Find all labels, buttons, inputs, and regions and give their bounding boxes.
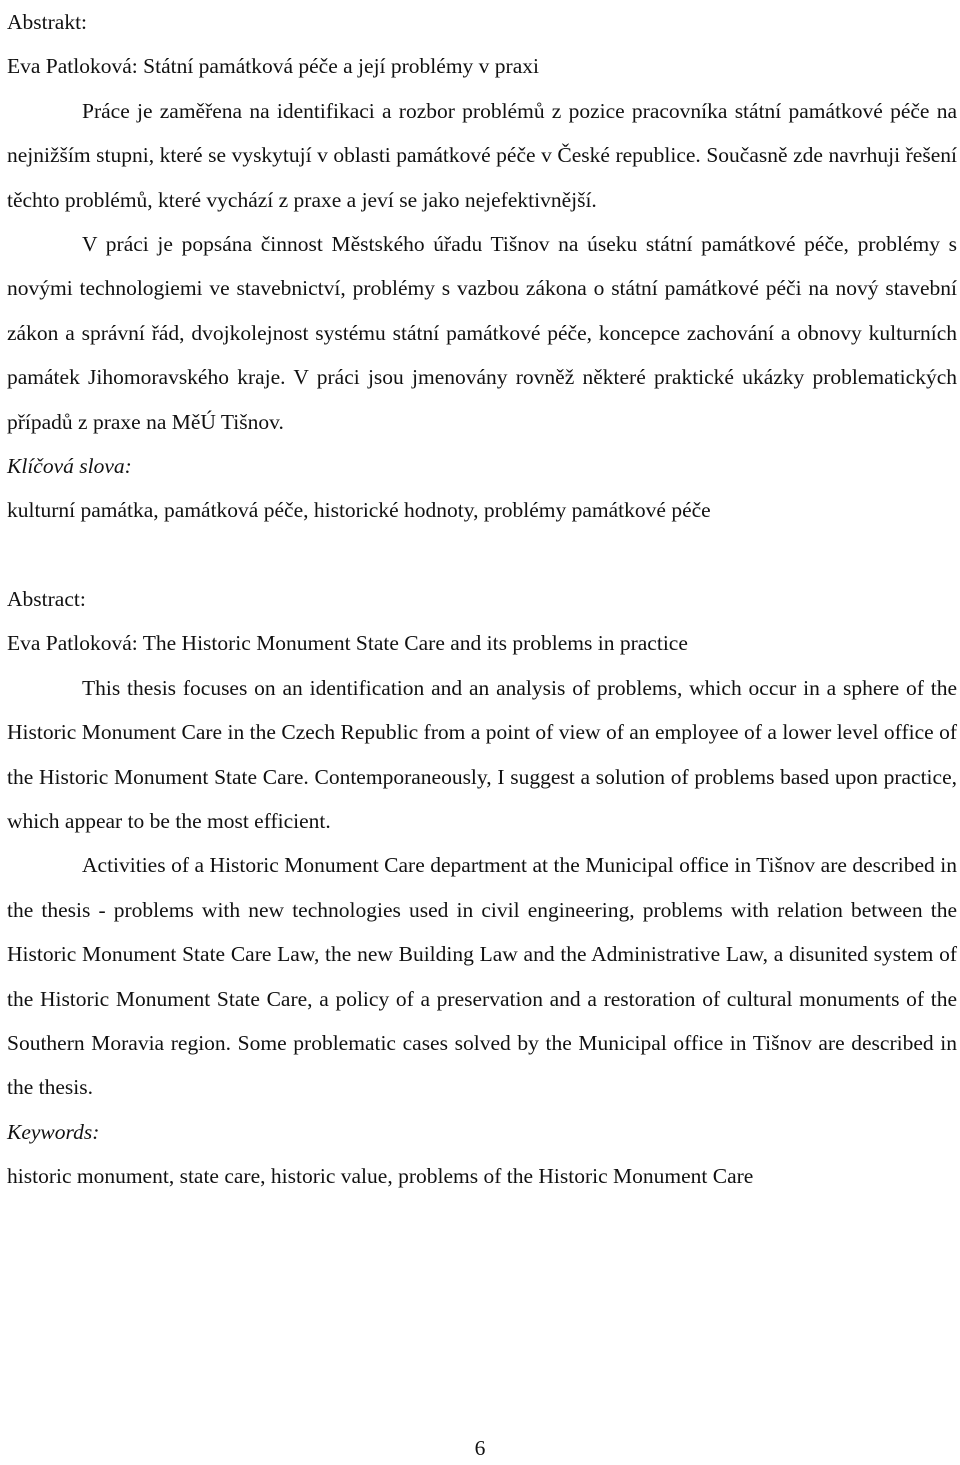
english-keywords: historic monument, state care, historic value, problems of the Historic Monument Care	[7, 1164, 754, 1189]
czech-abstract-heading: Abstrakt:	[7, 10, 88, 34]
document-page	[7, 0, 957, 1199]
czech-abstract-title: Eva Patloková: Státní památková péče a její problémy v praxi	[7, 54, 539, 79]
english-abstract-heading: Abstract:	[7, 586, 86, 611]
czech-abstract	[7, 0, 957, 533]
czech-keywords: kulturní památka, památková péče, historické hodnoty, problémy památkové péče	[7, 498, 711, 523]
english-abstract-paragraph-1: This thesis focuses on an identification and an analysis of problems, which occur in a sphere of the Historic Monument Care in the Czech Republic from a point of view of an employee of a lower level office of the Historic Monument State Care. Contemporaneously, I suggest a solution of problems based upon practice, which appear to be the most efficient.	[7, 675, 957, 833]
english-keywords-label: Keywords:	[7, 1119, 100, 1144]
czech-abstract-paragraph-2: V práci je popsána činnost Městského úřadu Tišnov na úseku státní památkové péče, problémy s novými technologiemi ve stavebnictví, problémy s vazbou zákona o státní památkové péči na nový stavební zákon a správní řád, dvojkolejnost systému státní památkové péče, koncepce zachování a obnovy kulturních památek Jihomoravského kraje. V práci jsou jmenovány rovněž některé praktické ukázky problematických případů z praxe na MěÚ Tišnov.	[7, 232, 957, 434]
section-gap	[7, 533, 957, 577]
czech-keywords-label: Klíčová slova:	[7, 454, 132, 479]
english-abstract-paragraph-2: Activities of a Historic Monument Care department at the Municipal office in Tišnov are described in the thesis - problems with new technologies used in civil engineering, problems with relation between the Historic Monument State Care Law, the new Building Law and the Administrative Law, a disunited system of the Historic Monument State Care, a policy of a preservation and a restoration of cultural monuments of the Southern Moravia region. Some problematic cases solved by the Municipal office in Tišnov are described in the thesis.	[7, 853, 957, 1100]
english-abstract-title: Eva Patloková: The Historic Monument State Care and its problems in practice	[7, 631, 688, 656]
english-abstract	[7, 577, 957, 1199]
czech-abstract-paragraph-1: Práce je zaměřena na identifikaci a rozbor problémů z pozice pracovníka státní památkové péče na nejnižším stupni, které se vyskytují v oblasti památkové péče v České republice. Současně zde navrhuji řešení těchto problémů, které vychází z praxe a jeví se jako nejefektivnější.	[7, 98, 957, 212]
page-number: 6	[474, 1436, 486, 1460]
